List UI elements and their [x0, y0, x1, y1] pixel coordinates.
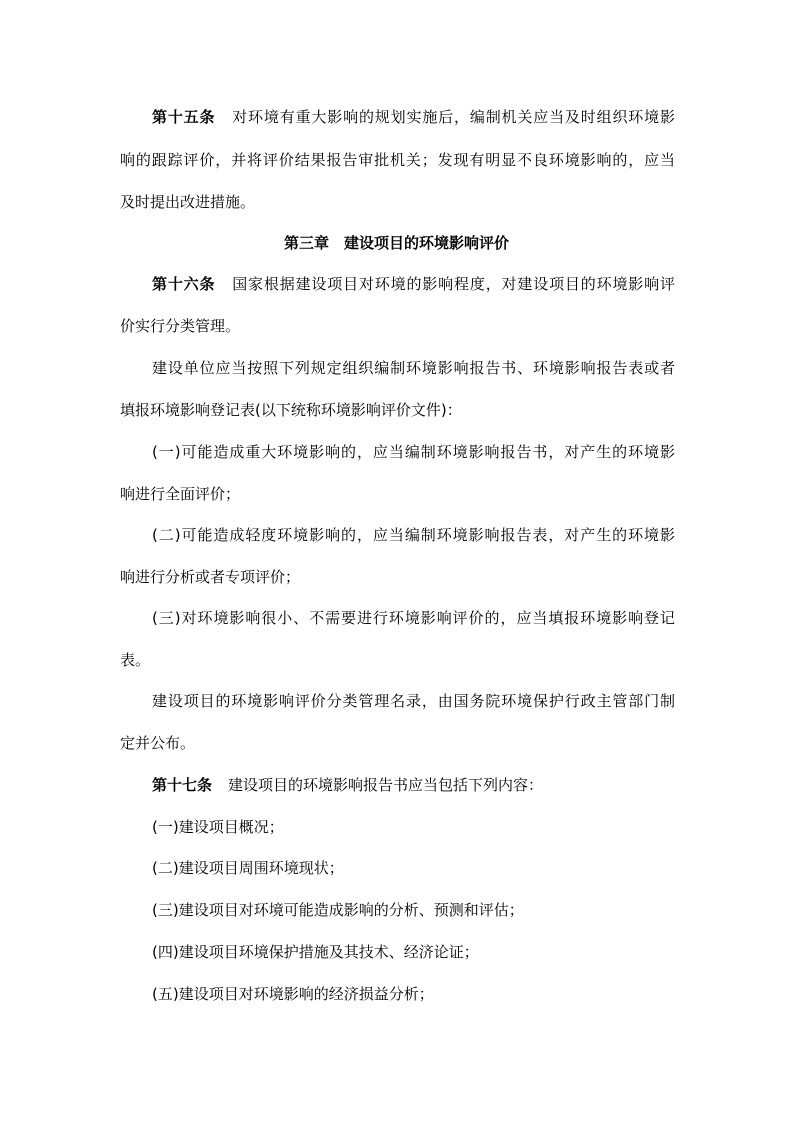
- article-15-line-1: [152, 106, 675, 128]
- article-16-text-1: 国家根据建设项目对环境的影响程度，对建设项目的环境影响评: [231, 275, 675, 293]
- article-16-para3-line-1: 建设项目的环境影响评价分类管理名录，由国务院环境保护行政主管部门制: [152, 692, 675, 710]
- article-16-label: 第十六条: [152, 275, 216, 293]
- article-17-line-1: [152, 774, 675, 796]
- article-16-item2-line-1: (二)可能造成轻度环境影响的，应当编制环境影响报告表，对产生的环境影: [152, 526, 675, 544]
- article-16-item1-line-1: (一)可能造成重大环境影响的，应当编制环境影响报告书，对产生的环境影: [152, 443, 675, 461]
- article-16-item3-line-2: 表。: [120, 651, 151, 669]
- article-16-line-2: 价实行分类管理。: [120, 317, 241, 335]
- article-17-item-1: (一)建设项目概况；: [152, 818, 284, 836]
- article-17-intro: 建设项目的环境影响报告书应当包括下列内容：: [228, 776, 544, 794]
- article-17-item-5: (五)建设项目对环境影响的经济损益分析；: [152, 985, 434, 1003]
- article-16-para2-line-2: 填报环境影响登记表(以下统称环境影响评价文件)：: [120, 401, 462, 419]
- article-16-item3-line-1: (三)对环境影响很小、不需要进行环境影响评价的，应当填报环境影响登记: [152, 609, 675, 627]
- chapter-3-heading: 第三章 建设项目的环境影响评价: [283, 234, 509, 252]
- article-17-item-4: (四)建设项目环境保护措施及其技术、经济论证；: [152, 943, 479, 961]
- article-17-label: 第十七条: [152, 776, 213, 794]
- article-16-para3-line-2: 定并公布。: [120, 734, 196, 752]
- article-15-text-1: 对环境有重大影响的规划实施后，编制机关应当及时组织环境影: [231, 108, 675, 126]
- article-16-para2-line-1: 建设单位应当按照下列规定组织编制环境影响报告书、环境影响报告表或者: [152, 359, 675, 377]
- article-16-item2-line-2: 响进行分析或者专项评价；: [120, 568, 301, 586]
- article-17-item-3: (三)建设项目对环境可能造成影响的分析、预测和评估；: [152, 901, 524, 919]
- article-16-line-1: [152, 273, 675, 295]
- article-15-line-2: 响的跟踪评价，并将评价结果报告审批机关；发现有明显不良环境影响的，应当: [120, 151, 675, 169]
- article-17-item-2: (二)建设项目周围环境现状；: [152, 859, 344, 877]
- article-15-label: 第十五条: [152, 108, 216, 126]
- article-15-line-3: 及时提出改进措施。: [120, 193, 256, 211]
- article-16-item1-line-2: 响进行全面评价；: [120, 485, 241, 503]
